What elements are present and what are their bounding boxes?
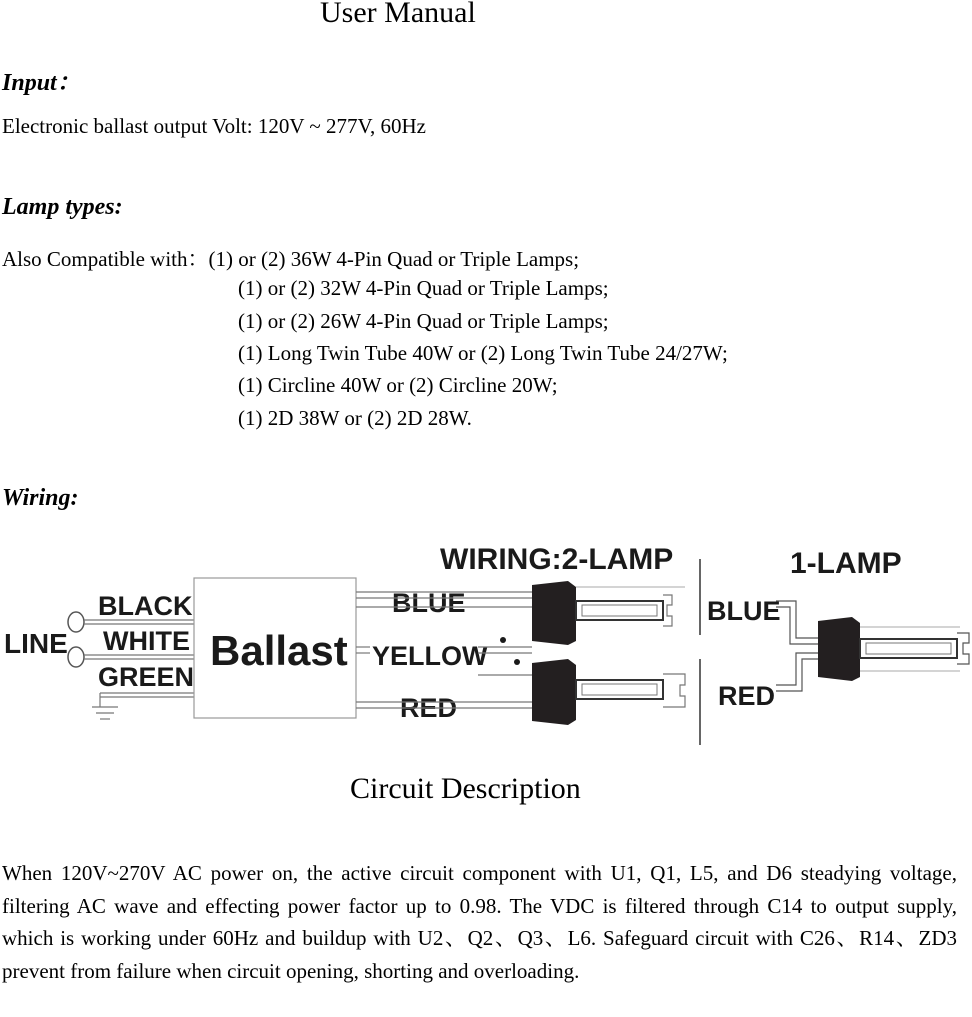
circuit-description-heading: Circuit Description bbox=[350, 772, 581, 805]
lamp-types-heading: Lamp types: bbox=[2, 194, 123, 220]
page-title: User Manual bbox=[320, 0, 476, 29]
input-heading: Input： bbox=[2, 70, 81, 96]
lamp-type-item: (1) Circline 40W or (2) Circline 20W; bbox=[238, 373, 558, 397]
lamp-type-item: (1) or (2) 26W 4-Pin Quad or Triple Lamps; bbox=[238, 309, 609, 333]
wire-label-green: GREEN bbox=[98, 662, 195, 692]
lamp-type-item: (1) 2D 38W or (2) 2D 28W. bbox=[238, 406, 472, 430]
ground-icon bbox=[92, 707, 118, 719]
lamp-1-lamp bbox=[818, 617, 969, 681]
lamp-type-item: (1) or (2) 32W 4-Pin Quad or Triple Lamps; bbox=[238, 276, 609, 300]
junction-dot bbox=[500, 637, 506, 643]
line-label: LINE bbox=[4, 628, 68, 659]
wire-label-yellow: YELLOW bbox=[372, 641, 488, 671]
diagram-title-1-lamp: 1-LAMP bbox=[790, 547, 902, 580]
wiring-heading: Wiring: bbox=[2, 485, 79, 511]
one-lamp-wire-label-blue: BLUE bbox=[707, 596, 781, 626]
diagram-title-2-lamp: WIRING:2-LAMP bbox=[440, 543, 674, 576]
wiring-diagram bbox=[0, 535, 972, 750]
lamp-type-item: (1) Long Twin Tube 40W or (2) Long Twin Tube 24/27W; bbox=[238, 341, 728, 365]
wire-label-black: BLACK bbox=[98, 591, 193, 621]
wire-label-red: RED bbox=[400, 693, 458, 723]
lamp-bottom-2-lamp bbox=[532, 659, 685, 725]
line-terminal bbox=[68, 647, 84, 667]
lamp-top-2-lamp bbox=[532, 581, 685, 645]
one-lamp-wire-label-red: RED bbox=[718, 681, 776, 711]
wire-label-white: WHITE bbox=[103, 626, 190, 656]
wire-label-blue: BLUE bbox=[392, 588, 466, 618]
input-voltage-line: Electronic ballast output Volt: 120V ~ 277V, 60Hz bbox=[2, 114, 426, 138]
line-terminal bbox=[68, 612, 84, 632]
ballast-label: Ballast bbox=[210, 627, 348, 674]
circuit-description-paragraph: When 120V~270V AC power on, the active circuit component with U1, Q1, L5, and D6 steadying voltage, filtering AC wave and effecting power factor up to 0.98. The VDC is filtered through C14 to output supply, which is working under 60Hz and buildup with U2、Q2、Q3、L6. Safeguard circuit with C26、R14、ZD3 prevent from failure when circuit opening, shorting and overloading. bbox=[2, 861, 957, 983]
one-lamp-wires bbox=[776, 601, 818, 691]
junction-dot bbox=[514, 659, 520, 665]
lamp-compatible-line: Also Compatible with：(1) or (2) 36W 4-Pin Quad or Triple Lamps; bbox=[2, 247, 580, 271]
